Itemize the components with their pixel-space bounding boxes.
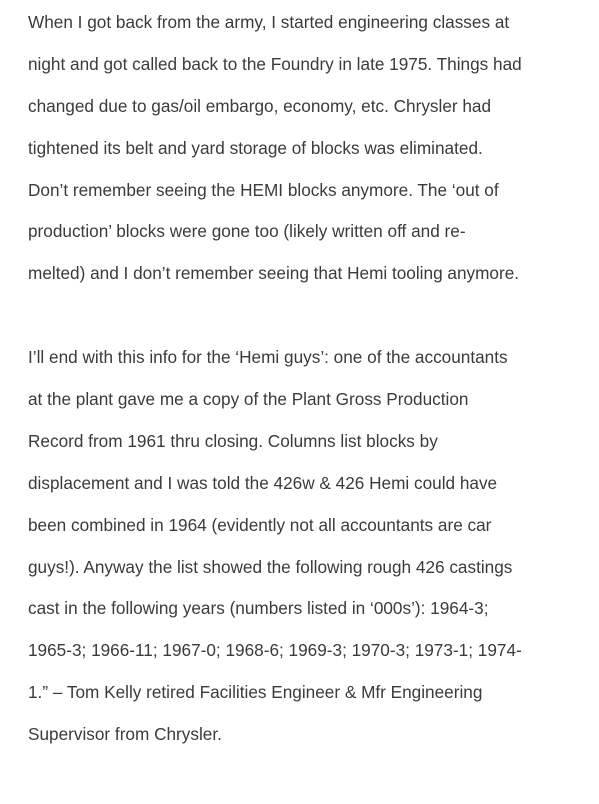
text-line: night and got called back to the Foundry in late 1975. Things had: [28, 53, 522, 74]
text-line: [28, 762, 575, 804]
text-line: melted) and I don’t remember seeing that Hemi tooling anymore.: [28, 263, 520, 284]
text-line: 1965-3; 1966-11; 1967-0; 1968-6; 1969-3; 1970-3; 1973-1; 1974-: [28, 640, 522, 661]
text-line: production’ blocks were gone too (likely written off and re-: [28, 221, 466, 242]
text-line: displacement and I was told the 426w & 426 Hemi could have: [28, 472, 498, 493]
paragraph-spacer: [28, 301, 575, 343]
text-line: guys!). Anyway the list showed the following rough 426 castings: [28, 556, 513, 577]
paragraph-hemi-guys: [28, 343, 575, 804]
text-line: When I got back from the army, I started engineering classes at: [28, 12, 510, 32]
paragraph-army-return: [28, 8, 575, 301]
text-line: 1.” – Tom Kelly retired Facilities Engineer & Mfr Engineering: [28, 682, 483, 703]
text-line: changed due to gas/oil embargo, economy, etc. Chrysler had: [28, 95, 492, 116]
text-line: at the plant gave me a copy of the Plant Gross Production: [28, 389, 469, 410]
text-line: Record from 1961 thru closing. Columns list blocks by: [28, 430, 438, 451]
text-line: Don’t remember seeing the HEMI blocks anymore. The ‘out of: [28, 179, 499, 200]
text-line: I’ll end with this info for the ‘Hemi guys’: one of the accountants: [28, 347, 508, 368]
text-line: been combined in 1964 (evidently not all accountants are car: [28, 514, 492, 535]
text-line: tightened its belt and yard storage of blocks was eliminated.: [28, 137, 483, 158]
text-line: Supervisor from Chrysler.: [28, 724, 222, 745]
text-line: cast in the following years (numbers listed in ‘000s’): 1964-3;: [28, 598, 489, 619]
